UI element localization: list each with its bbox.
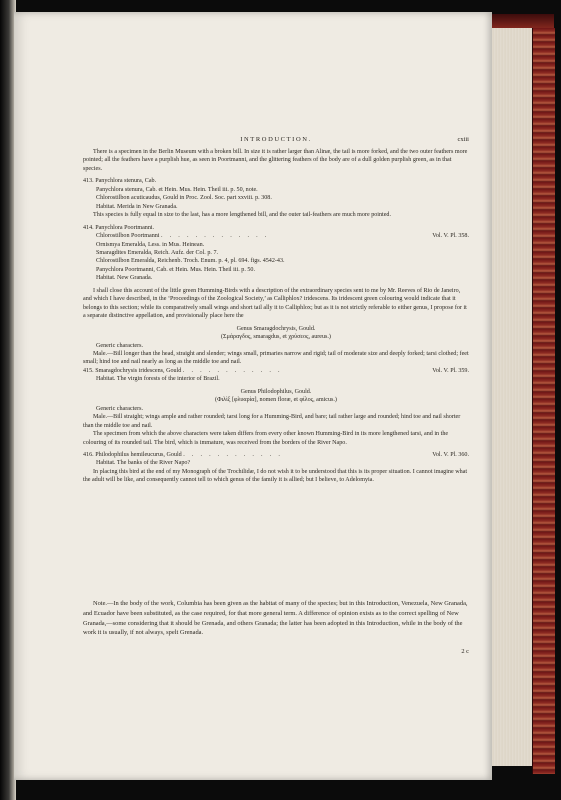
genus-2-generic: Generic characters. (96, 405, 144, 412)
genus-2-etymology: (Φιλὶξ [φλυαρία], nomen floræ, et φίλος, amicus.) (215, 397, 337, 404)
entry-415-heading: 415. Smaragdochrysis iridescens, Gould (83, 367, 182, 374)
genus-1-title: Genus Smaragdochrysis, Gould. (236, 325, 316, 332)
entry-414-line: Smaragdites Emeralda, Reich. Aufz. der Col. p. 7. (96, 249, 219, 256)
entry-414-line: Habitat. New Granada. (96, 275, 153, 282)
entry-413-note: This species is fully equal in size to the last, has a more lengthened bill, and the outer tail-feathers are much more pointed. (93, 212, 391, 219)
entry-415-heading-row: 415. Smaragdochrysis iridescens, Gould . . . . . . . . . . . . Vol. V. Pl. 359. (83, 367, 469, 374)
entry-416-habitat: Habitat. The banks of the River Napo? (96, 460, 191, 467)
entry-414-line: Panychlora Poortmanni, Cab. et Hein. Mus. Hein. Theil iii. p. 50. (96, 266, 255, 273)
entry-413-line: Habitat. Merida in New Granada. (96, 203, 178, 210)
genus-1-generic: Generic characters. (96, 342, 144, 349)
footnote (83, 593, 469, 655)
entry-413-line: Chlorostilbon acuticaudus, Gould in Proc. Zool. Soc. part xxviii. p. 308. (96, 195, 272, 202)
entry-416-heading: 416. Philodophilus hemileucurus, Gould (83, 451, 182, 458)
entry-414-synonym: Chlorostilbon Poortmanni (96, 233, 160, 240)
entry-416-volume-ref: Vol. V. Pl. 360. (432, 451, 469, 458)
genus-2-description: Male.—Bill straight; wings ample and rather rounded; tarsi long for a Humming-Bird, and bare; tail rather large and rounded; hind toe and nail shorter than the middle toe and nail. (83, 414, 461, 429)
genus-1-description: Male.—Bill longer than the head, straight and slender; wings small, primaries narrow and rigid; tail of moderate size and deeply forked; tarsi clothed; feet small; hind toe and nail nearly as long as the middle toe and nail. (83, 350, 469, 366)
entry-414-volume-ref: Vol. V. Pl. 358. (432, 233, 469, 240)
paragraph-intro: There is a specimen in the Berlin Museum with a broken bill. In size it is rather larger than Alinæ, the tail is more forked, and the two outer feathers more pointed; all the feathers have a purplish hue, as seen in Poortmanni, and the glittering feathers of the body are of a dull golden purplish green, as in that species. (83, 149, 468, 172)
entry-414-line: Ornismya Emeralda, Less. in Mus. Heinean. (96, 241, 205, 248)
book-cover-edge (532, 28, 555, 774)
entry-414-heading: 414. Panychlora Poortmanni. (83, 224, 155, 231)
entry-415-volume-ref: Vol. V. Pl. 359. (432, 367, 469, 374)
page-number: cxiii (457, 136, 469, 143)
genus-2-note: The specimen from which the above characters were taken differs from every other known Humming-Bird in its more lengthened tarsi, and in the colouring of its rounded tail. The bird, which is immature, was received from the borders of the River Napo. (83, 431, 449, 446)
page-body (83, 148, 469, 485)
page-title: INTRODUCTION. (240, 136, 312, 143)
running-header (83, 136, 469, 146)
entry-413-line: Panychlora stenura, Cab. et Hein. Mus. Hein. Theil iii. p. 50, note. (96, 186, 258, 193)
genus-1-etymology: (Σμάραγδος, smaragdus, et χρύσεος, aureus.) (221, 334, 331, 341)
entry-414-line: Chlorostilbon Emeralda, Reichenb. Troch. Enum. p. 4, pl. 694. figs. 4542-43. (96, 258, 285, 265)
entry-415-habitat: Habitat. The virgin forests of the interior of Brazil. (96, 376, 220, 383)
paragraph-description: I shall close this account of the little green Humming-Birds with a description of the extraordinary species sent to me by Mr. Reeves of Rio de Janeiro, and which I have described, in the ‘Proceedings of the Zoological Society,’ as Calliphlox? iridescens. Its iridescent green colouring would indicate that it belongs to this section; while its comparatively small wings and short tail ally it to Calliphlox; but as it is not strictly referable to either genus, I propose for it a separate distinctive appellation, and provisionally place here the (83, 287, 467, 320)
entry-416-heading-row: 416. Philodophilus hemileucurus, Gould . . . . . . . . . . . . Vol. V. Pl. 360. (83, 451, 469, 458)
footnote-text: Note.—In the body of the work, Columbia has been given as the habitat of many of the species; but in this Introduction, Venezuela, New Granada, and Ecuador have been substituted, as the case required, for that more general term. A difference of opinion exists as to the correct spelling of New Granada,—some considering that it should be Grenada, and others Granada; the latter has been adopted in this Introduction, while in the body of the work it is usually, if not always, spelt Grenada. (83, 600, 468, 637)
genus-2-title: Genus Philodophilus, Gould. (240, 388, 312, 395)
signature-mark: 2 c (461, 647, 469, 655)
entry-416-note: In placing this bird at the end of my Monograph of the Trochilidæ, I do not wish it to be understood that this is its proper situation. I cannot imagine what the adult will be like, and consequently cannot tell to which genus of the family it is allied; but I believe, to Adelomyia. (83, 468, 468, 484)
entry-414-first-line: Chlorostilbon Poortmanni . . . . . . . . . . . . . Vol. V. Pl. 358. (96, 233, 469, 240)
entry-413-heading: 413. Panychlora stenura, Cab. (83, 178, 157, 185)
